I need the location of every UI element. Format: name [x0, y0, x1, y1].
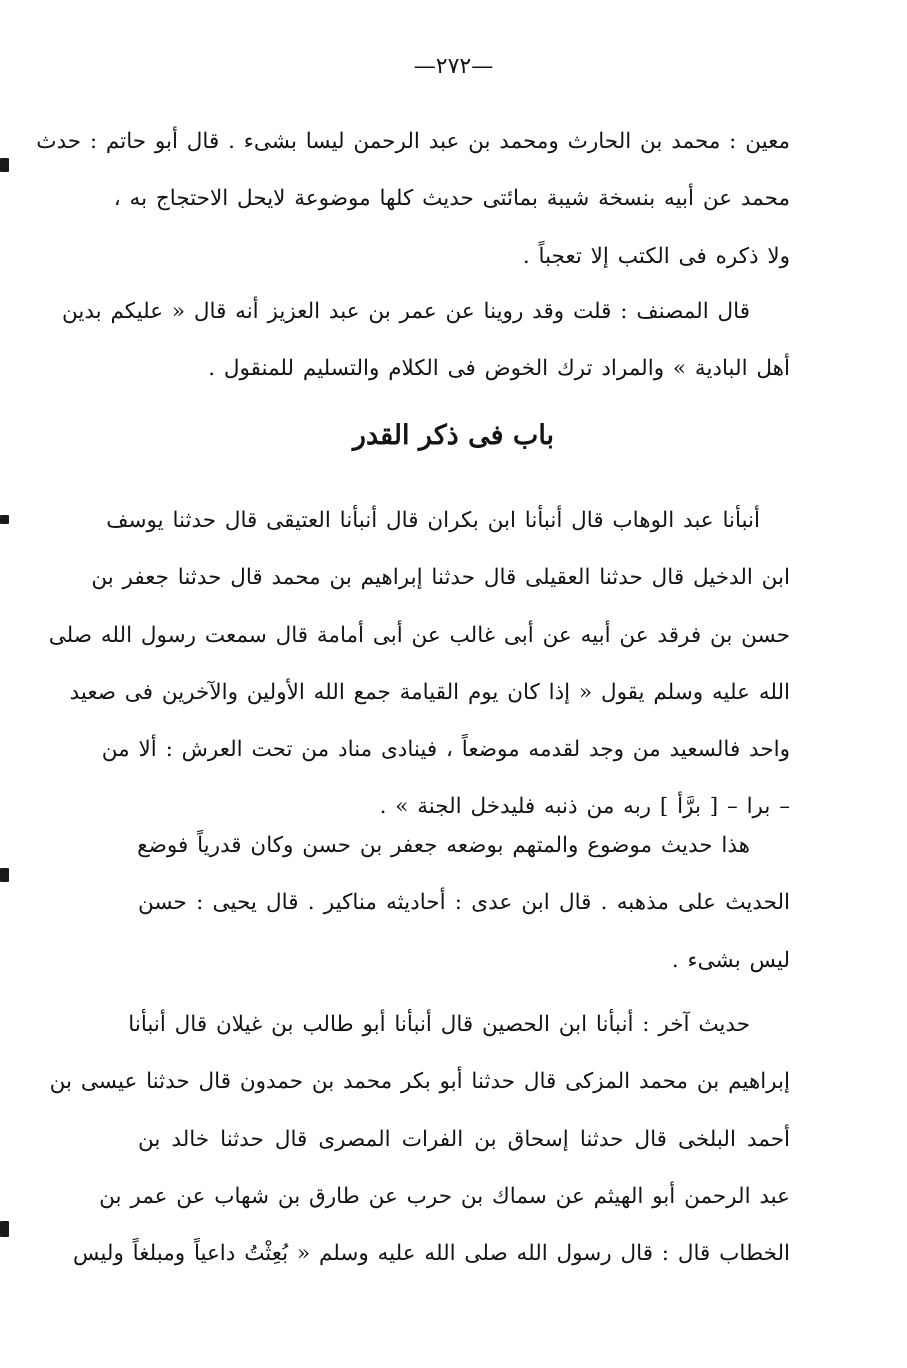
text-line: معين : محمد بن الحارث ومحمد بن عبد الرحمن ليسا بشىء . قال أبو حاتم : حدث: [36, 129, 790, 154]
paragraph-2: [62, 283, 790, 398]
text-line: ولا ذكره فى الكتب إلا تعجباً .: [522, 243, 790, 269]
text-line: ليس بشىء .: [671, 947, 790, 973]
text-line: هذا حديث موضوع والمتهم بوضعه جعفر بن حسن وكان قدرياً فوضع: [137, 833, 750, 858]
scan-edge-mark: [0, 868, 9, 882]
text-line: ابن الدخيل قال حدثنا العقيلى قال حدثنا إبراهيم بن محمد قال حدثنا جعفر بن: [91, 565, 790, 591]
text-line: أحمد البلخى قال حدثنا إسحاق بن الفرات المصرى قال حدثنا خالد بن: [138, 1126, 790, 1152]
text-line: أنبأنا عبد الوهاب قال أنبأنا ابن بكران قال أنبأنا العتيقى قال حدثنا يوسف: [106, 508, 760, 533]
text-line: أهل البادية » والمراد ترك الخوض فى الكلام والتسليم للمنقول .: [208, 356, 790, 382]
text-line: الحديث على مذهبه . قال ابن عدى : أحاديثه مناكير . قال يحيى : حسن: [138, 890, 790, 916]
text-line: محمد عن أبيه بنسخة شيبة بمائتى حديث كلها موضوعة لايحل الاحتجاج به ،: [113, 186, 790, 212]
text-line: الخطاب قال : قال رسول الله صلى الله عليه وسلم « بُعِثْتُ داعياً ومبلغاً وليس: [73, 1241, 790, 1267]
text-line: الله عليه وسلم يقول « إذا كان يوم القيامة جمع الله الأولين والآخرين فى صعيد: [69, 679, 790, 705]
text-line: حديث آخر : أنبأنا ابن الحصين قال أنبأنا أبو طالب بن غيلان قال أنبأنا: [128, 1012, 750, 1037]
scan-edge-mark: [0, 1221, 9, 1237]
paragraph-5: [49, 996, 790, 1282]
text-line: عبد الرحمن أبو الهيثم عن سماك بن حرب عن طارق بن شهاب عن عمر بن: [99, 1183, 790, 1209]
scan-edge-mark: [0, 515, 9, 524]
text-line: – برا – [ برَّأ ] ربه من ذنبه فليدخل الجنة » .: [379, 794, 790, 820]
text-line: واحد فالسعيد من وجد لقدمه موضعاً ، فينادى مناد من تحت العرش : ألا من: [101, 737, 790, 763]
text-line: قال المصنف : قلت وقد روينا عن عمر بن عبد العزيز أنه قال « عليكم بدين: [62, 299, 750, 324]
paragraph-1: [36, 113, 790, 285]
page-number: —٢٧٢—: [413, 54, 494, 79]
text-line: إبراهيم بن محمد المزكى قال حدثنا أبو بكر محمد بن حمدون قال حدثنا عيسى بن: [49, 1069, 790, 1095]
chapter-heading: باب فى ذكر القدر: [352, 420, 555, 451]
text-line: حسن بن فرقد عن أبيه عن أبى غالب عن أبى أمامة قال سمعت رسول الله صلى: [48, 622, 790, 648]
paragraph-3: [48, 492, 790, 836]
paragraph-4: [138, 817, 790, 989]
scan-edge-mark: [0, 158, 9, 172]
